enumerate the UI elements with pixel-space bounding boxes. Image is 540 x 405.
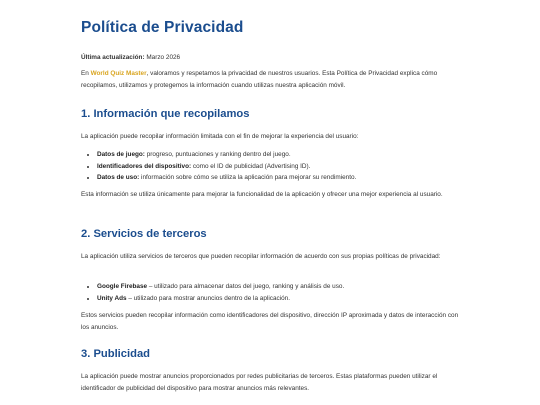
section-3-intro: La aplicación puede mostrar anuncios proporcionados por redes publicitarias de terceros. Estas plataformas pueden utilizar el identificador de publicidad del dispositivo para mostrar anuncios más relevantes. [81, 373, 438, 392]
app-name: World Quiz Master [90, 70, 147, 77]
section-heading-advertising: 3. Publicidad [81, 348, 151, 360]
list-item-text: – utilizado para mostrar anuncios dentro de la aplicación. [126, 294, 291, 302]
list-item-term: Datos de juego: [97, 151, 145, 158]
section-1-intro: La aplicación puede recopilar información limitada con el fin de mejorar la experiencia del usuario: [81, 133, 359, 140]
list-item-term: Google Firebase [97, 283, 148, 290]
list-item-text: como el ID de publicidad (Advertising ID). [191, 162, 311, 170]
section-2-outro: Estos servicios pueden recopilar información como identificadores del dispositivo, dirección IP aproximada y datos de interacción con los anuncios. [81, 312, 459, 331]
intro-text: , valoramos y respetamos la privacidad de nuestros usuarios. Esta Política de Privacidad explica cómo recopilamos, utilizamos y protegemos la información cuando utilizas nuestra aplicación móvil. [81, 70, 438, 89]
list-item-text: – utilizado para almacenar datos del juego, ranking y análisis de uso. [147, 283, 345, 290]
list-item-term: Datos de uso: [97, 174, 140, 181]
section-heading-third-party: 2. Servicios de terceros [81, 228, 207, 240]
list-item-text: información sobre cómo se utiliza la aplicación para mejorar su rendimiento. [139, 174, 357, 181]
list-item-term: Identificadores del dispositivo: [97, 162, 192, 170]
list-item [97, 149, 477, 161]
section-1-outro: Esta información se utiliza únicamente para mejorar la funcionalidad de la aplicación y ofrecer una mejor experiencia al usuario. [81, 191, 443, 198]
list-item-term: Unity Ads [97, 294, 127, 302]
list-item-text: progreso, puntuaciones y ranking dentro del juego. [144, 151, 291, 158]
list-item [97, 172, 477, 184]
intro-paragraph [81, 68, 466, 91]
last-updated [81, 54, 180, 61]
section-heading-information: 1. Información que recopilamos [81, 108, 250, 120]
last-updated-value: Marzo 2026 [146, 54, 181, 61]
section-2-intro: La aplicación utiliza servicios de terceros que pueden recopilar información de acuerdo con sus propias políticas de privacidad: [81, 253, 441, 260]
section-1-list [81, 149, 477, 184]
list-item [97, 161, 477, 173]
last-updated-label: Última actualización: [81, 54, 145, 61]
page-title: Política de Privacidad [81, 19, 244, 36]
intro-prefix: En [81, 70, 89, 77]
section-2-list [81, 281, 477, 304]
list-item [97, 281, 477, 293]
list-item [97, 293, 477, 305]
